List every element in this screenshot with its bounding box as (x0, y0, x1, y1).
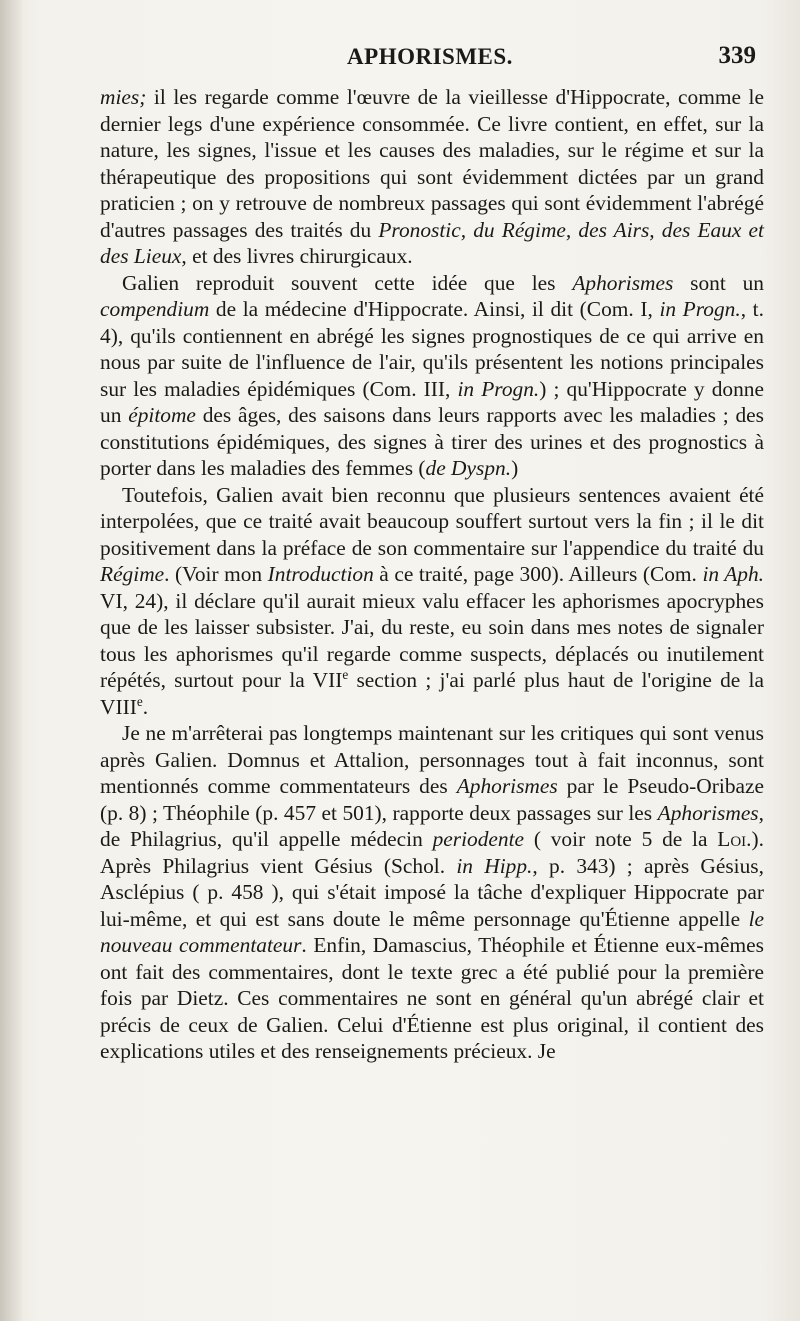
text-run: .). Après Philagrius vient Gésius (Schol. (100, 827, 764, 878)
italic-text: épitome (128, 403, 196, 427)
text-run: Je ne m'arrêterai pas longtemps maintenant sur les critiques qui sont venus après Galien. Domnus et Attalion, personnages tout à fait inconnus, sont mentionnés comme commentateurs des (100, 721, 764, 798)
text-run: . Enfin, Damascius, Théophile et Étienne eux-mêmes ont fait des commentaires, dont le texte grec a été publié pour la première fois par Dietz. Ces commentaires ne sont en général qu'un abrégé clair et précis de ceux de Galien. Celui d'Étienne est plus original, il contient des explications utiles et des renseignements précieux. Je (100, 933, 764, 1063)
text-run: , et des livres chirurgicaux. (181, 244, 413, 268)
italic-text: Aphorismes (572, 270, 674, 295)
italic-text: le nouveau commentateur (100, 906, 764, 957)
text-run: de la médecine d'Hippocrate. Ainsi, il dit (Com. I, (209, 297, 660, 321)
italic-text: in Progn. (659, 297, 741, 321)
superscript: e (342, 666, 349, 682)
text-run: , de Philagrius, qu'il appelle médecin (100, 800, 764, 851)
main-text (100, 84, 764, 1065)
small-caps-text: Loi (717, 827, 747, 851)
text-run: sont un (673, 270, 765, 295)
italic-text: in Hipp. (456, 853, 533, 878)
paragraph (100, 84, 764, 270)
italic-text: compendium (100, 297, 210, 321)
italic-text: Introduction (267, 562, 374, 586)
text-run: il les regarde comme l'œuvre de la vieillesse d'Hippocrate, comme le dernier legs d'une expérience consommée. Ce livre contient, en effet, sur la nature, les signes, l'issue et les causes des maladies, sur le régime et sur la thérapeutique des propositions qui sont évidemment dictées par un grand praticien ; on y retrouve de nombreux passages qui sont évidemment l'abrégé d'autres passages des traités du (100, 85, 764, 242)
text-run: des âges, des saisons dans leurs rapports avec les maladies ; des constitutions épidémiques, des signes à tirer des urines et des prognostics à porter dans les maladies des femmes ( (100, 403, 764, 480)
paragraph (100, 720, 764, 1065)
text-run: . (Voir mon (164, 562, 268, 586)
italic-text: Aphorismes (456, 774, 558, 798)
italic-text: in Progn. (457, 376, 540, 401)
italic-text: in Aph. (702, 562, 765, 586)
italic-text: periodente (432, 827, 525, 851)
text-run: ( voir note 5 de la (524, 827, 718, 851)
text-run: , t. 4), qu'ils contiennent en abrégé les signes prognostiques de ce qui arrive en nous par suite de l'influence de l'air, qu'ils présentent les notions principales sur les maladies épidémiques (Com. III, (100, 297, 764, 401)
text-run: Toutefois, Galien avait bien reconnu que plusieurs sentences avaient été interpolées, que ce traité avait beaucoup souffert surtout vers la fin ; il le dit positivement dans la préface de son commentaire sur l'appendice du traité du (100, 482, 764, 560)
text-run: à ce traité, page 300). Ailleurs (Com. (373, 562, 703, 586)
italic-text: mies; (100, 85, 147, 109)
italic-text: de Dyspn. (425, 456, 512, 480)
text-run: ) ; qu'Hippocrate y donne un (100, 376, 764, 427)
page-header (96, 40, 764, 80)
paragraph (100, 482, 764, 721)
text-run: . (142, 694, 149, 719)
running-title: APHORISMES. (347, 44, 513, 69)
page-number: 339 (718, 42, 756, 69)
italic-text: Aphorismes (657, 800, 759, 825)
text-run: par le Pseudo-Oribaze (p. 8) ; Théophile (p. 457 et 501), rapporte deux passages sur les (100, 774, 765, 825)
superscript: e (136, 693, 143, 709)
italic-text: Régime (100, 562, 165, 586)
text-run: , p. 343) ; après Gésius, Asclépius ( p. 458 ), qui s'était imposé la tâche d'expliquer Hippocrate par lui-même, et qui est sans doute le même personnage qu'Étienne appelle (100, 853, 764, 931)
paragraph (100, 270, 764, 482)
text-run: VI, 24), il déclare qu'il aurait mieux valu effacer les aphorismes apocryphes que de les laisser subsister. J'ai, du reste, eu soin dans mes notes de signaler tous les aphorismes qu'il regarde comme suspects, déplacés ou inutilement répétés, surtout pour la VII (100, 588, 764, 692)
text-run: Galien reproduit souvent cette idée que les (122, 270, 573, 295)
page-gutter-shadow (0, 0, 22, 1321)
italic-text: Pronostic, du Régime, des Airs, des Eaux et des Lieux (100, 217, 764, 268)
text-run: ) (511, 456, 519, 480)
text-run: section ; j'ai parlé plus haut de l'origine de la VIII (100, 668, 764, 719)
